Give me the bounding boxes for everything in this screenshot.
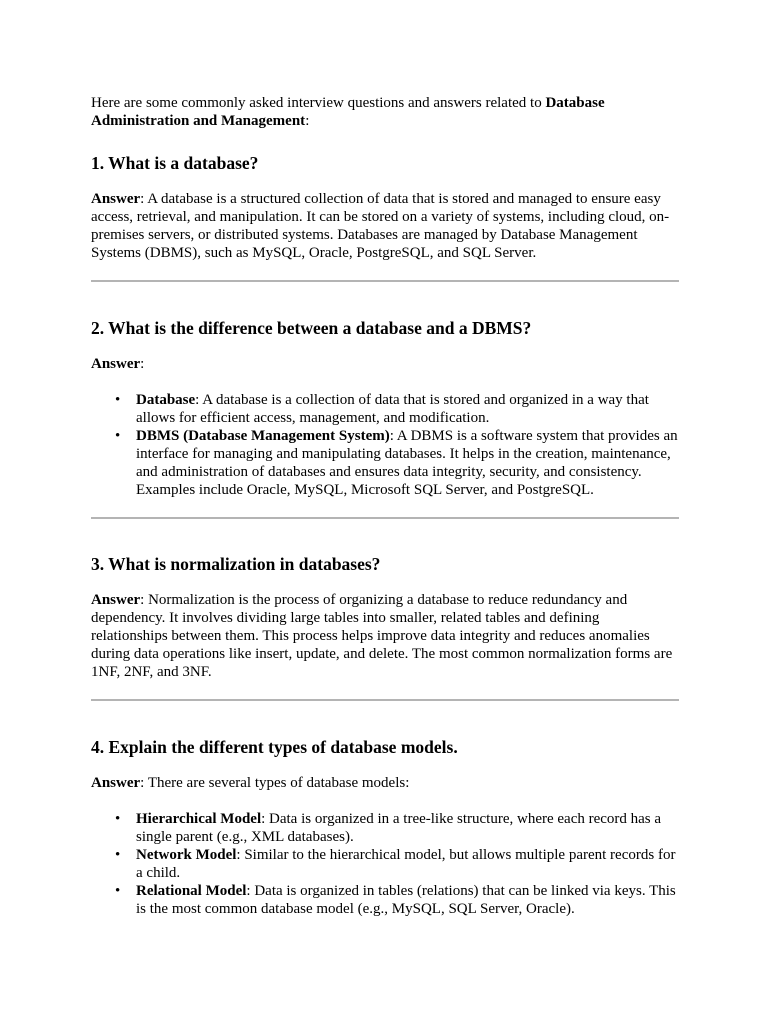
question-3-answer <box>91 591 679 681</box>
document-page <box>91 94 679 918</box>
question-4-answer <box>91 774 679 792</box>
question-1-heading: 1. What is a database? <box>91 153 259 173</box>
answer-text: : There are several types of database models: <box>140 775 410 791</box>
bullet-icon: • <box>115 847 121 863</box>
question-1-section <box>91 152 679 262</box>
list-item-term: Database <box>136 392 196 408</box>
list-item-term: DBMS (Database Management System) <box>136 428 390 444</box>
question-1-answer <box>91 190 679 262</box>
list-item <box>115 810 679 846</box>
answer-label: Answer <box>91 356 141 372</box>
bullet-icon: • <box>115 392 121 408</box>
list-item-text: : Similar to the hierarchical model, but allows multiple parent records for a child. <box>136 847 676 881</box>
question-3-section <box>91 553 679 681</box>
question-2-list <box>91 391 679 499</box>
question-2-section <box>91 317 679 517</box>
answer-label: Answer <box>91 592 141 608</box>
intro-text: Here are some commonly asked interview questions and answers related to <box>91 95 546 111</box>
intro-colon: : <box>305 113 310 129</box>
bullet-icon: • <box>115 883 121 899</box>
intro-paragraph <box>91 94 679 130</box>
question-4-heading: 4. Explain the different types of database models. <box>91 737 458 757</box>
bullet-icon: • <box>115 428 121 444</box>
question-4-list <box>91 810 679 918</box>
answer-label: Answer <box>91 191 141 207</box>
list-item-text: : A DBMS is a software system that provides an interface for managing and manipulating databases. It helps in the creation, maintenance, and administration of databases and ensures data integrity, security, and consistency. Examples include Oracle, MySQL, Microsoft SQL Server, and PostgreSQL. <box>136 428 678 498</box>
answer-text: : Normalization is the process of organizing a database to reduce redundancy and dependency. It involves dividing large tables into smaller, related tables and defining relationships between them. This process helps improve data integrity and reduces anomalies during data operations like insert, update, and delete. The most common normalization forms are 1NF, 2NF, and 3NF. <box>91 592 673 680</box>
answer-label: Answer <box>91 775 141 791</box>
list-item-text: : Data is organized in tables (relations) that can be linked via keys. This is the most common database model (e.g., MySQL, SQL Server, Oracle). <box>136 883 676 917</box>
question-2-heading: 2. What is the difference between a database and a DBMS? <box>91 318 532 338</box>
question-4-section <box>91 736 679 918</box>
intro-bold-topic: Database Administration and Management <box>91 95 605 129</box>
bullet-icon: • <box>115 811 121 827</box>
question-2-answer-label <box>91 355 679 373</box>
list-item <box>115 882 679 918</box>
answer-text: : A database is a structured collection of data that is stored and managed to ensure easy access, retrieval, and manipulation. It can be stored on a variety of systems, including cloud, on-premises servers, or distributed systems. Databases are managed by Database Management Systems (DBMS), such as MySQL, Oracle, PostgreSQL, and SQL Server. <box>91 191 670 261</box>
list-item-term: Network Model <box>136 847 237 863</box>
list-item <box>115 846 679 882</box>
list-item <box>115 427 679 499</box>
list-item <box>115 391 679 427</box>
list-item-term: Hierarchical Model <box>136 811 262 827</box>
list-item-term: Relational Model <box>136 883 247 899</box>
list-item-text: : Data is organized in a tree-like structure, where each record has a single parent (e.g., XML databases). <box>136 811 662 845</box>
question-3-heading: 3. What is normalization in databases? <box>91 554 381 574</box>
answer-colon: : <box>140 356 145 372</box>
list-item-text: : A database is a collection of data that is stored and organized in a way that allows for efficient access, management, and modification. <box>136 392 649 426</box>
